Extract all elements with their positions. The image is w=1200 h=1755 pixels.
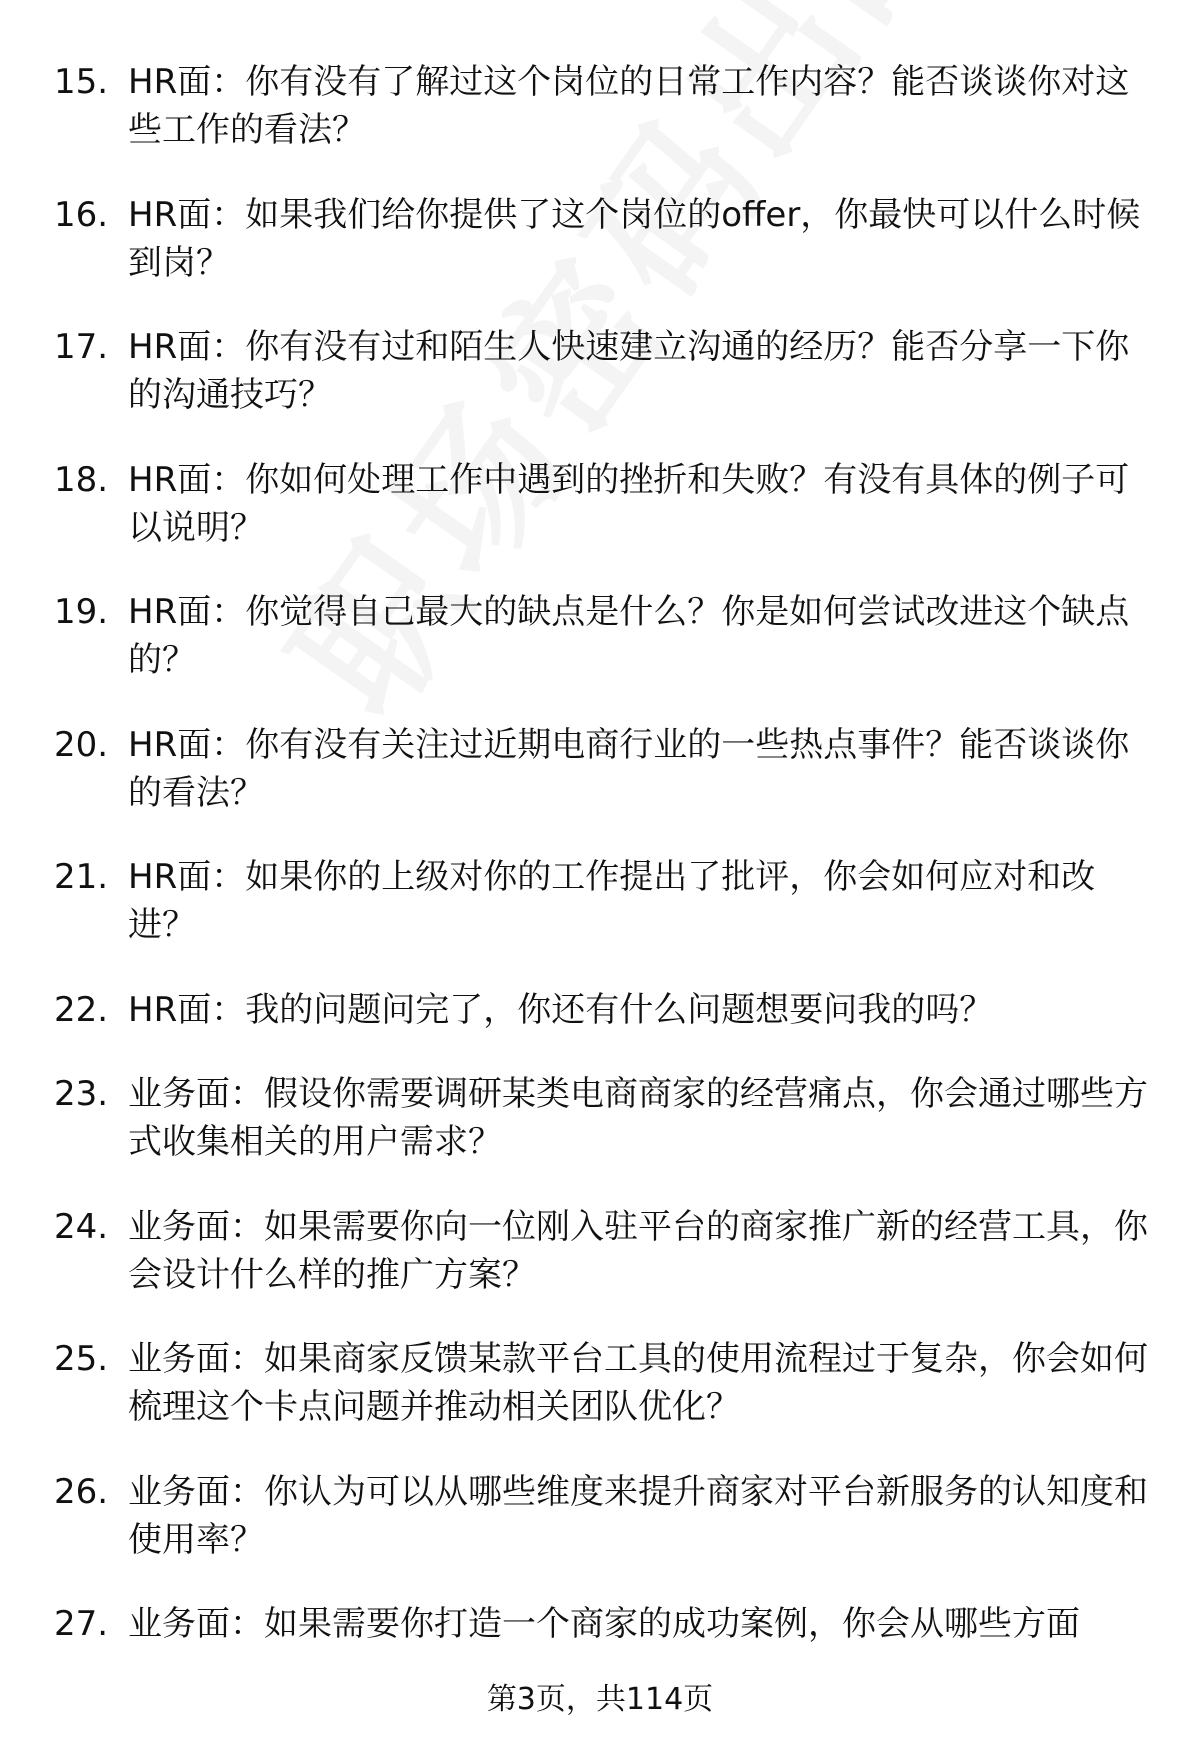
question-item: [0, 1468, 1200, 1564]
question-text: HR面：如果你的上级对你的工作提出了批评，你会如何应对和改进？: [128, 857, 1096, 945]
question-item: [0, 1600, 1200, 1648]
question-item: [0, 323, 1200, 419]
question-item: [0, 191, 1200, 287]
question-text: HR面：我的问题问完了，你还有什么问题想要问我的吗？: [128, 989, 994, 1030]
question-number: 21.: [54, 857, 109, 897]
question-number: 27.: [54, 1604, 109, 1644]
question-item: [0, 1203, 1200, 1299]
question-text: HR面：你有没有过和陌生人快速建立沟通的经历？能否分享一下你的沟通技巧？: [128, 327, 1130, 415]
question-number: 23.: [54, 1074, 109, 1114]
question-number: 16.: [54, 194, 109, 235]
question-item: [0, 58, 1200, 154]
question-number: 19.: [54, 592, 109, 632]
question-item: [0, 721, 1200, 817]
question-item: [0, 588, 1200, 684]
question-text: 业务面：如果商家反馈某款平台工具的使用流程过于复杂，你会如何梳理这个卡点问题并推动相关团队优化？: [128, 1339, 1148, 1427]
question-item: [0, 853, 1200, 949]
question-number: 20.: [54, 724, 109, 765]
question-item: [0, 1335, 1200, 1431]
question-item: [0, 986, 1200, 1034]
question-list: [0, 58, 1200, 1685]
question-item: [0, 456, 1200, 552]
question-number: 24.: [54, 1206, 109, 1247]
question-number: 25.: [54, 1339, 109, 1379]
question-text: HR面：你有没有关注过近期电商行业的一些热点事件？能否谈谈你的看法？: [128, 724, 1130, 813]
question-text: 业务面：假设你需要调研某类电商商家的经营痛点，你会通过哪些方式收集相关的用户需求？: [128, 1074, 1148, 1162]
question-text: HR面：你有没有了解过这个岗位的日常工作内容？能否谈谈你对这些工作的看法？: [128, 62, 1130, 150]
question-text: 业务面：如果需要你打造一个商家的成功案例，你会从哪些方面: [128, 1604, 1080, 1644]
question-number: 22.: [54, 989, 109, 1030]
question-number: 17.: [54, 327, 109, 367]
question-number: 26.: [54, 1471, 109, 1512]
question-text: HR面：你觉得自己最大的缺点是什么？你是如何尝试改进这个缺点的？: [128, 592, 1130, 680]
question-text: 业务面：如果需要你向一位刚入驻平台的商家推广新的经营工具，你会设计什么样的推广方案？: [128, 1206, 1148, 1295]
page-footer: 第3页，共114页: [486, 1682, 714, 1717]
question-number: 15.: [54, 62, 109, 102]
question-number: 18.: [54, 459, 109, 500]
question-text: HR面：如果我们给你提供了这个岗位的offer，你最快可以什么时候到岗？: [128, 194, 1141, 283]
question-text: HR面：你如何处理工作中遇到的挫折和失败？有没有具体的例子可以说明？: [128, 459, 1130, 548]
question-item: [0, 1070, 1200, 1166]
question-text: 业务面：你认为可以从哪些维度来提升商家对平台新服务的认知度和使用率？: [128, 1471, 1148, 1560]
